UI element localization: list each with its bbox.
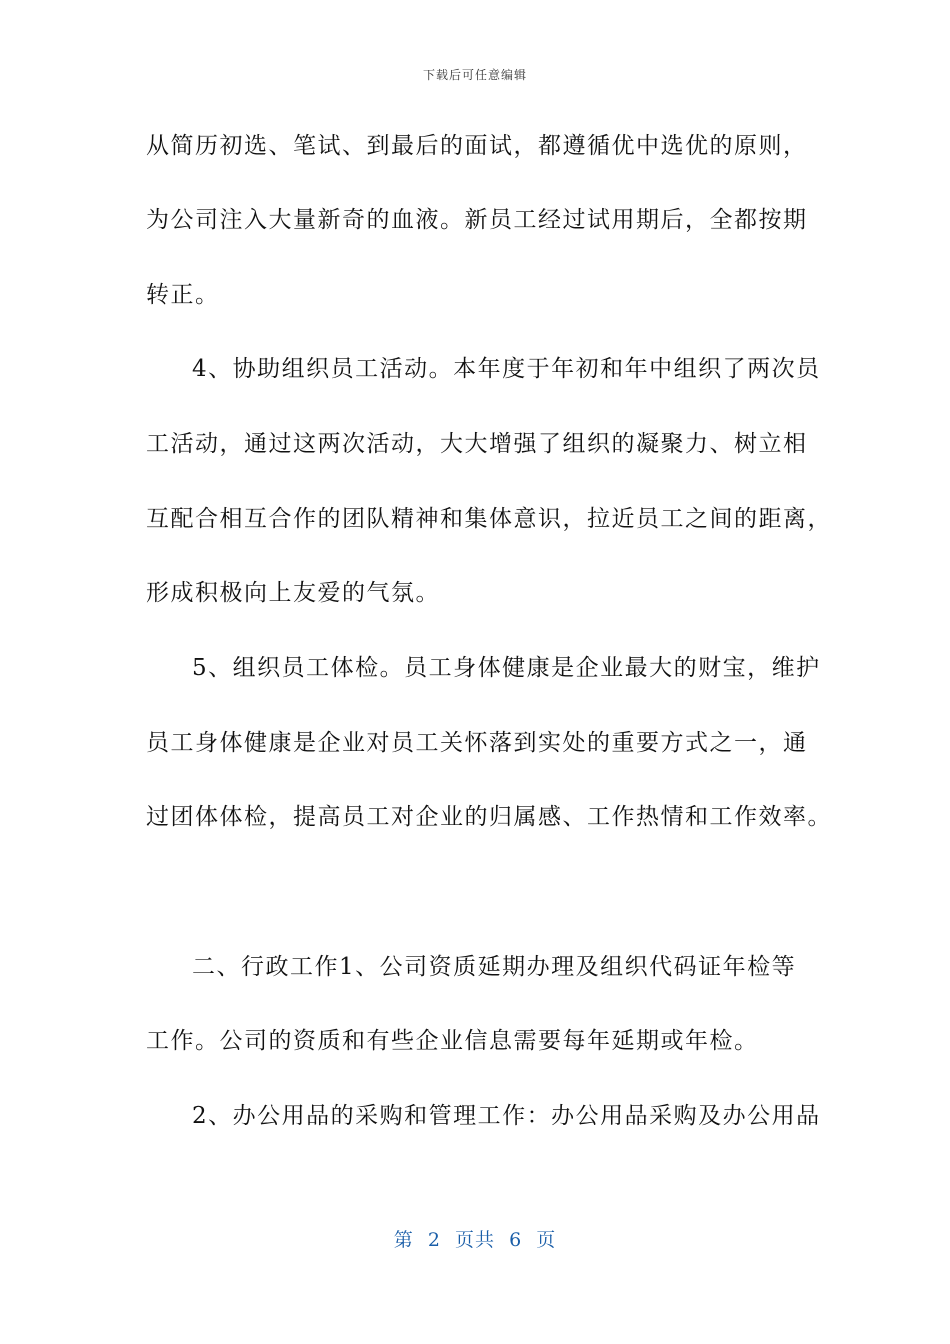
body-line: 从简历初选、笔试、到最后的面试，都遵循优中选优的原则，	[146, 133, 808, 159]
body-line: 员工身体健康是企业对员工关怀落到实处的重要方式之一，通	[146, 730, 808, 756]
body-line: 工作。公司的资质和有些企业信息需要每年延期或年检。	[146, 1028, 759, 1054]
body-line: 互配合相互合作的团队精神和集体意识，拉近员工之间的距离，	[146, 506, 832, 532]
body-line: 5、组织员工体检。员工身体健康是企业最大的财宝，维护	[192, 655, 821, 681]
body-line: 二、行政工作1、公司资质延期办理及组织代码证年检等	[192, 954, 797, 980]
body-line: 工活动，通过这两次活动，大大增强了组织的凝聚力、树立相	[146, 431, 808, 457]
page-number-footer: 第 2 页共 6 页	[393, 1229, 557, 1251]
body-line: 2、办公用品的采购和管理工作：办公用品采购及办公用品	[192, 1103, 821, 1129]
page-header: 下载后可任意编辑	[422, 68, 527, 82]
body-line: 为公司注入大量新奇的血液。新员工经过试用期后，全都按期	[146, 207, 808, 233]
body-line: 过团体体检，提高员工对企业的归属感、工作热情和工作效率。	[146, 804, 832, 830]
body-line: 形成积极向上友爱的气氛。	[146, 580, 440, 606]
body-line: 4、协助组织员工活动。本年度于年初和年中组织了两次员	[192, 356, 821, 382]
body-line: 转正。	[146, 282, 220, 308]
